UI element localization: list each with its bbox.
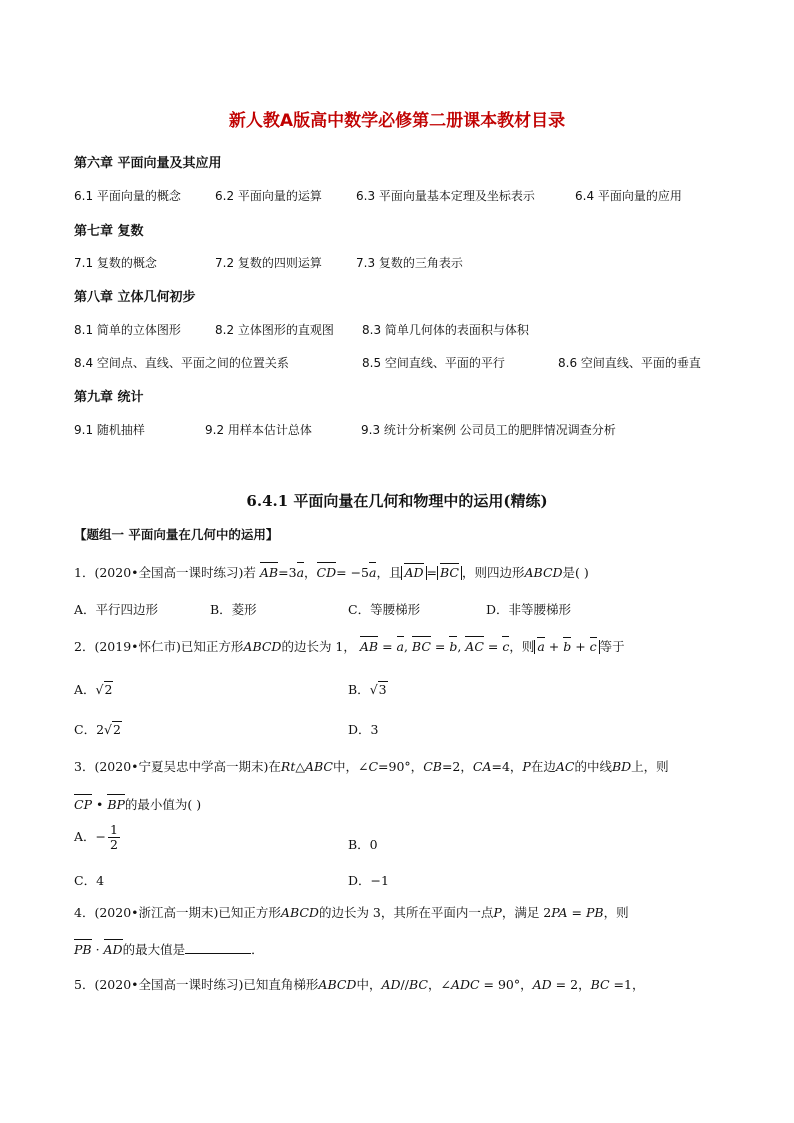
question-3-number: 3． xyxy=(74,759,95,774)
section-6-1: 6.1 平面向量的概念 xyxy=(74,189,181,203)
answer-blank[interactable] xyxy=(185,943,251,954)
question-4-line2: PB · AD的最大值是 ． xyxy=(74,942,264,957)
question-3-source: (2020•宁夏吴忠中学高一期末) xyxy=(94,759,269,774)
sqrt-3: √3 xyxy=(369,682,387,697)
question-5-ad2: AD xyxy=(532,977,552,992)
fraction-denominator: 2 xyxy=(110,837,118,852)
fraction-numerator: 1 xyxy=(110,822,118,837)
question-4-shape: ABCD xyxy=(280,905,319,920)
question-3-c: C xyxy=(368,759,379,774)
vector-cp: CP xyxy=(74,797,92,812)
question-2-text4: 等于 xyxy=(599,639,625,654)
section-7-3: 7.3 复数的三角表示 xyxy=(356,256,463,270)
question-3 xyxy=(74,757,669,775)
vector-ad-q4: AD xyxy=(103,942,123,957)
q3-option-d: D．−1 xyxy=(348,873,389,888)
question-3-ca: CA xyxy=(472,759,492,774)
question-5-text3: ，∠ xyxy=(427,977,451,992)
question-5-text5: = 2， xyxy=(551,977,591,992)
question-3-text4: =2， xyxy=(441,759,473,774)
question-3-line2: CP • BP的最小值为( ) xyxy=(74,797,202,812)
question-5 xyxy=(74,975,644,993)
sqrt-2-c: √2 xyxy=(104,722,121,737)
chapter-6-heading: 第六章 平面向量及其应用 xyxy=(74,156,222,171)
question-1 xyxy=(74,563,589,581)
section-8-1: 8.1 简单的立体图形 xyxy=(74,323,181,337)
question-5-source: (2020•全国高一课时练习) xyxy=(94,977,244,992)
question-3-ac: AC xyxy=(555,759,575,774)
abs-bc xyxy=(437,566,462,580)
section-6-4: 6.4 平面向量的应用 xyxy=(575,189,682,203)
question-4-text2: 的边长为 3，其所在平面内一点 xyxy=(318,905,494,920)
section-9-2: 9.2 用样本估计总体 xyxy=(205,423,312,437)
q1-option-a: A．平行四边形 xyxy=(74,602,159,617)
section-8-6: 8.6 空间直线、平面的垂直 xyxy=(558,356,701,370)
question-4-line2-text: 的最大值是 xyxy=(122,942,186,957)
section-8-4: 8.4 空间点、直线、平面之间的位置关系 xyxy=(74,356,289,370)
question-3-triangle: Rt△ABC xyxy=(280,759,333,774)
question-2-text3: ，则 xyxy=(509,639,535,654)
vector-bc: BC xyxy=(440,565,459,580)
section-6-3: 6.3 平面向量基本定理及坐标表示 xyxy=(356,189,535,203)
question-5-text4: = 90°， xyxy=(479,977,533,992)
section-6-2: 6.2 平面向量的运算 xyxy=(215,189,322,203)
question-5-text2: 中， xyxy=(356,977,382,992)
question-1-eq: =3 xyxy=(278,565,297,580)
q1-option-d: D．非等腰梯形 xyxy=(486,602,572,617)
vector-ab: AB xyxy=(259,565,279,580)
question-3-text8: 上，则 xyxy=(631,759,669,774)
question-5-shape: ABCD xyxy=(318,977,357,992)
vector-b-q2: b xyxy=(449,639,458,654)
vector-a-q2: a xyxy=(396,639,404,654)
section-8-3: 8.3 简单几何体的表面积与体积 xyxy=(362,323,529,337)
chapter-8-heading: 第八章 立体几何初步 xyxy=(74,290,196,305)
vector-cd: CD xyxy=(316,565,337,580)
question-5-bc2: BC xyxy=(590,977,610,992)
q1-option-b: B．菱形 xyxy=(210,602,257,617)
page-title: 新人教A版高中数学必修第二册课本教材目录 xyxy=(228,111,566,131)
vector-c-sum: c xyxy=(589,639,597,654)
vector-bc-q2: BC xyxy=(411,639,431,654)
section-7-2: 7.2 复数的四则运算 xyxy=(215,256,322,270)
vector-a-sum: a xyxy=(537,639,545,654)
vector-ac-q2: AC xyxy=(465,639,484,654)
question-3-text7: 的中线 xyxy=(574,759,612,774)
section-8-2: 8.2 立体图形的直观图 xyxy=(215,323,334,337)
q3-option-a-label: A．− xyxy=(74,829,107,844)
vector-ab-q2: AB xyxy=(359,639,379,654)
section-title: 6.4.1 平面向量在几何和物理中的运用(精练) xyxy=(246,492,548,510)
q2-option-b-label: B． xyxy=(348,682,370,697)
q3-option-b: B．0 xyxy=(348,837,378,852)
question-3-line2-text: 的最小值为( ) xyxy=(124,797,202,812)
question-4-pa: PA xyxy=(551,905,568,920)
question-4-source: (2020•浙江高一期末) xyxy=(94,905,219,920)
section-7-1: 7.1 复数的概念 xyxy=(74,256,157,270)
vector-a-2: a xyxy=(369,565,377,580)
sqrt-2-radicand: 2 xyxy=(104,682,113,697)
question-2-source: (2019•怀仁市) xyxy=(94,639,181,654)
question-1-comma: ， xyxy=(304,565,317,580)
vector-ad: AD xyxy=(404,565,424,580)
question-3-text6: 在边 xyxy=(530,759,556,774)
q3-option-c: C．4 xyxy=(74,873,105,888)
abs-ad xyxy=(401,566,426,580)
question-4-number: 4． xyxy=(74,905,95,920)
q2-option-b xyxy=(348,680,388,698)
question-3-p: P xyxy=(522,759,531,774)
q2-option-d: D．3 xyxy=(348,722,379,737)
question-1-number: 1． xyxy=(74,565,95,580)
question-4-text: 已知正方形 xyxy=(218,905,281,920)
question-4-p: P xyxy=(493,905,502,920)
abs-abc-sum: a + b + c xyxy=(534,640,599,654)
question-1-eq3: = xyxy=(426,565,438,580)
question-3-text5: =4， xyxy=(491,759,523,774)
question-2-shape: ABCD xyxy=(243,639,282,654)
question-1-text3: ，则四边形 xyxy=(462,565,525,580)
question-4-end: ． xyxy=(251,942,264,957)
chapter-9-heading: 第九章 统计 xyxy=(74,390,144,405)
question-3-text3: =90°， xyxy=(378,759,424,774)
question-1-text2: ，且 xyxy=(376,565,402,580)
question-5-ad: AD xyxy=(381,977,401,992)
question-1-text4: 是( ) xyxy=(562,565,589,580)
question-5-text6: =1， xyxy=(609,977,645,992)
q2-option-c-coef: 2 xyxy=(96,722,105,737)
vector-c-q2: c xyxy=(502,639,510,654)
question-5-number: 5． xyxy=(74,977,95,992)
question-4-text5: ，则 xyxy=(603,905,629,920)
question-5-adc: ADC xyxy=(450,977,480,992)
question-2-text2: 的边长为 1， xyxy=(281,639,356,654)
section-9-3: 9.3 统计分析案例 公司员工的肥胖情况调查分析 xyxy=(361,423,616,437)
vector-b-sum: b xyxy=(563,639,572,654)
question-5-bc: BC xyxy=(408,977,428,992)
question-5-parallel: // xyxy=(400,977,409,992)
q2-option-a-label: A． xyxy=(74,682,96,697)
question-3-bd: BD xyxy=(611,759,632,774)
question-4 xyxy=(74,903,629,921)
sqrt-2: √2 xyxy=(95,682,113,697)
section-8-5: 8.5 空间直线、平面的平行 xyxy=(362,356,505,370)
question-3-text: 在 xyxy=(268,759,281,774)
sqrt-3-radicand: 3 xyxy=(378,682,387,697)
vector-a: a xyxy=(296,565,305,580)
question-1-source: (2020•全国高一课时练习) xyxy=(94,565,244,580)
question-2-number: 2． xyxy=(74,639,95,654)
chapter-7-heading: 第七章 复数 xyxy=(74,224,144,239)
question-2: 2．(2019•怀仁市)已知正方形ABCD的边长为 1， AB = a, BC = b, AC = c，则 a + b + c 等于 xyxy=(74,639,625,654)
section-9-1: 9.1 随机抽样 xyxy=(74,423,145,437)
question-4-pb: PB xyxy=(585,905,604,920)
q2-option-c xyxy=(74,720,122,738)
question-3-cb: CB xyxy=(423,759,442,774)
question-5-text: 已知直角梯形 xyxy=(243,977,319,992)
q2-option-a xyxy=(74,680,113,698)
vector-bp: BP xyxy=(107,797,125,812)
fraction-one-half xyxy=(108,823,120,852)
question-3-text2: 中，∠ xyxy=(332,759,369,774)
q2-option-c-label: C． xyxy=(74,722,97,737)
q1-option-c: C．等腰梯形 xyxy=(348,602,421,617)
question-1-shape: ABCD xyxy=(524,565,563,580)
q3-option-a xyxy=(74,823,120,852)
question-1-text: 若 xyxy=(243,565,256,580)
group-title: 【题组一 平面向量在几何中的运用】 xyxy=(74,527,279,542)
sqrt-2-c-radicand: 2 xyxy=(113,722,121,737)
question-2-text: 已知正方形 xyxy=(180,639,244,654)
question-4-text4: = xyxy=(567,905,586,920)
vector-pb: PB xyxy=(74,942,92,957)
question-1-eq2: = −5 xyxy=(336,565,369,580)
question-4-text3: ，满足 2 xyxy=(501,905,552,920)
